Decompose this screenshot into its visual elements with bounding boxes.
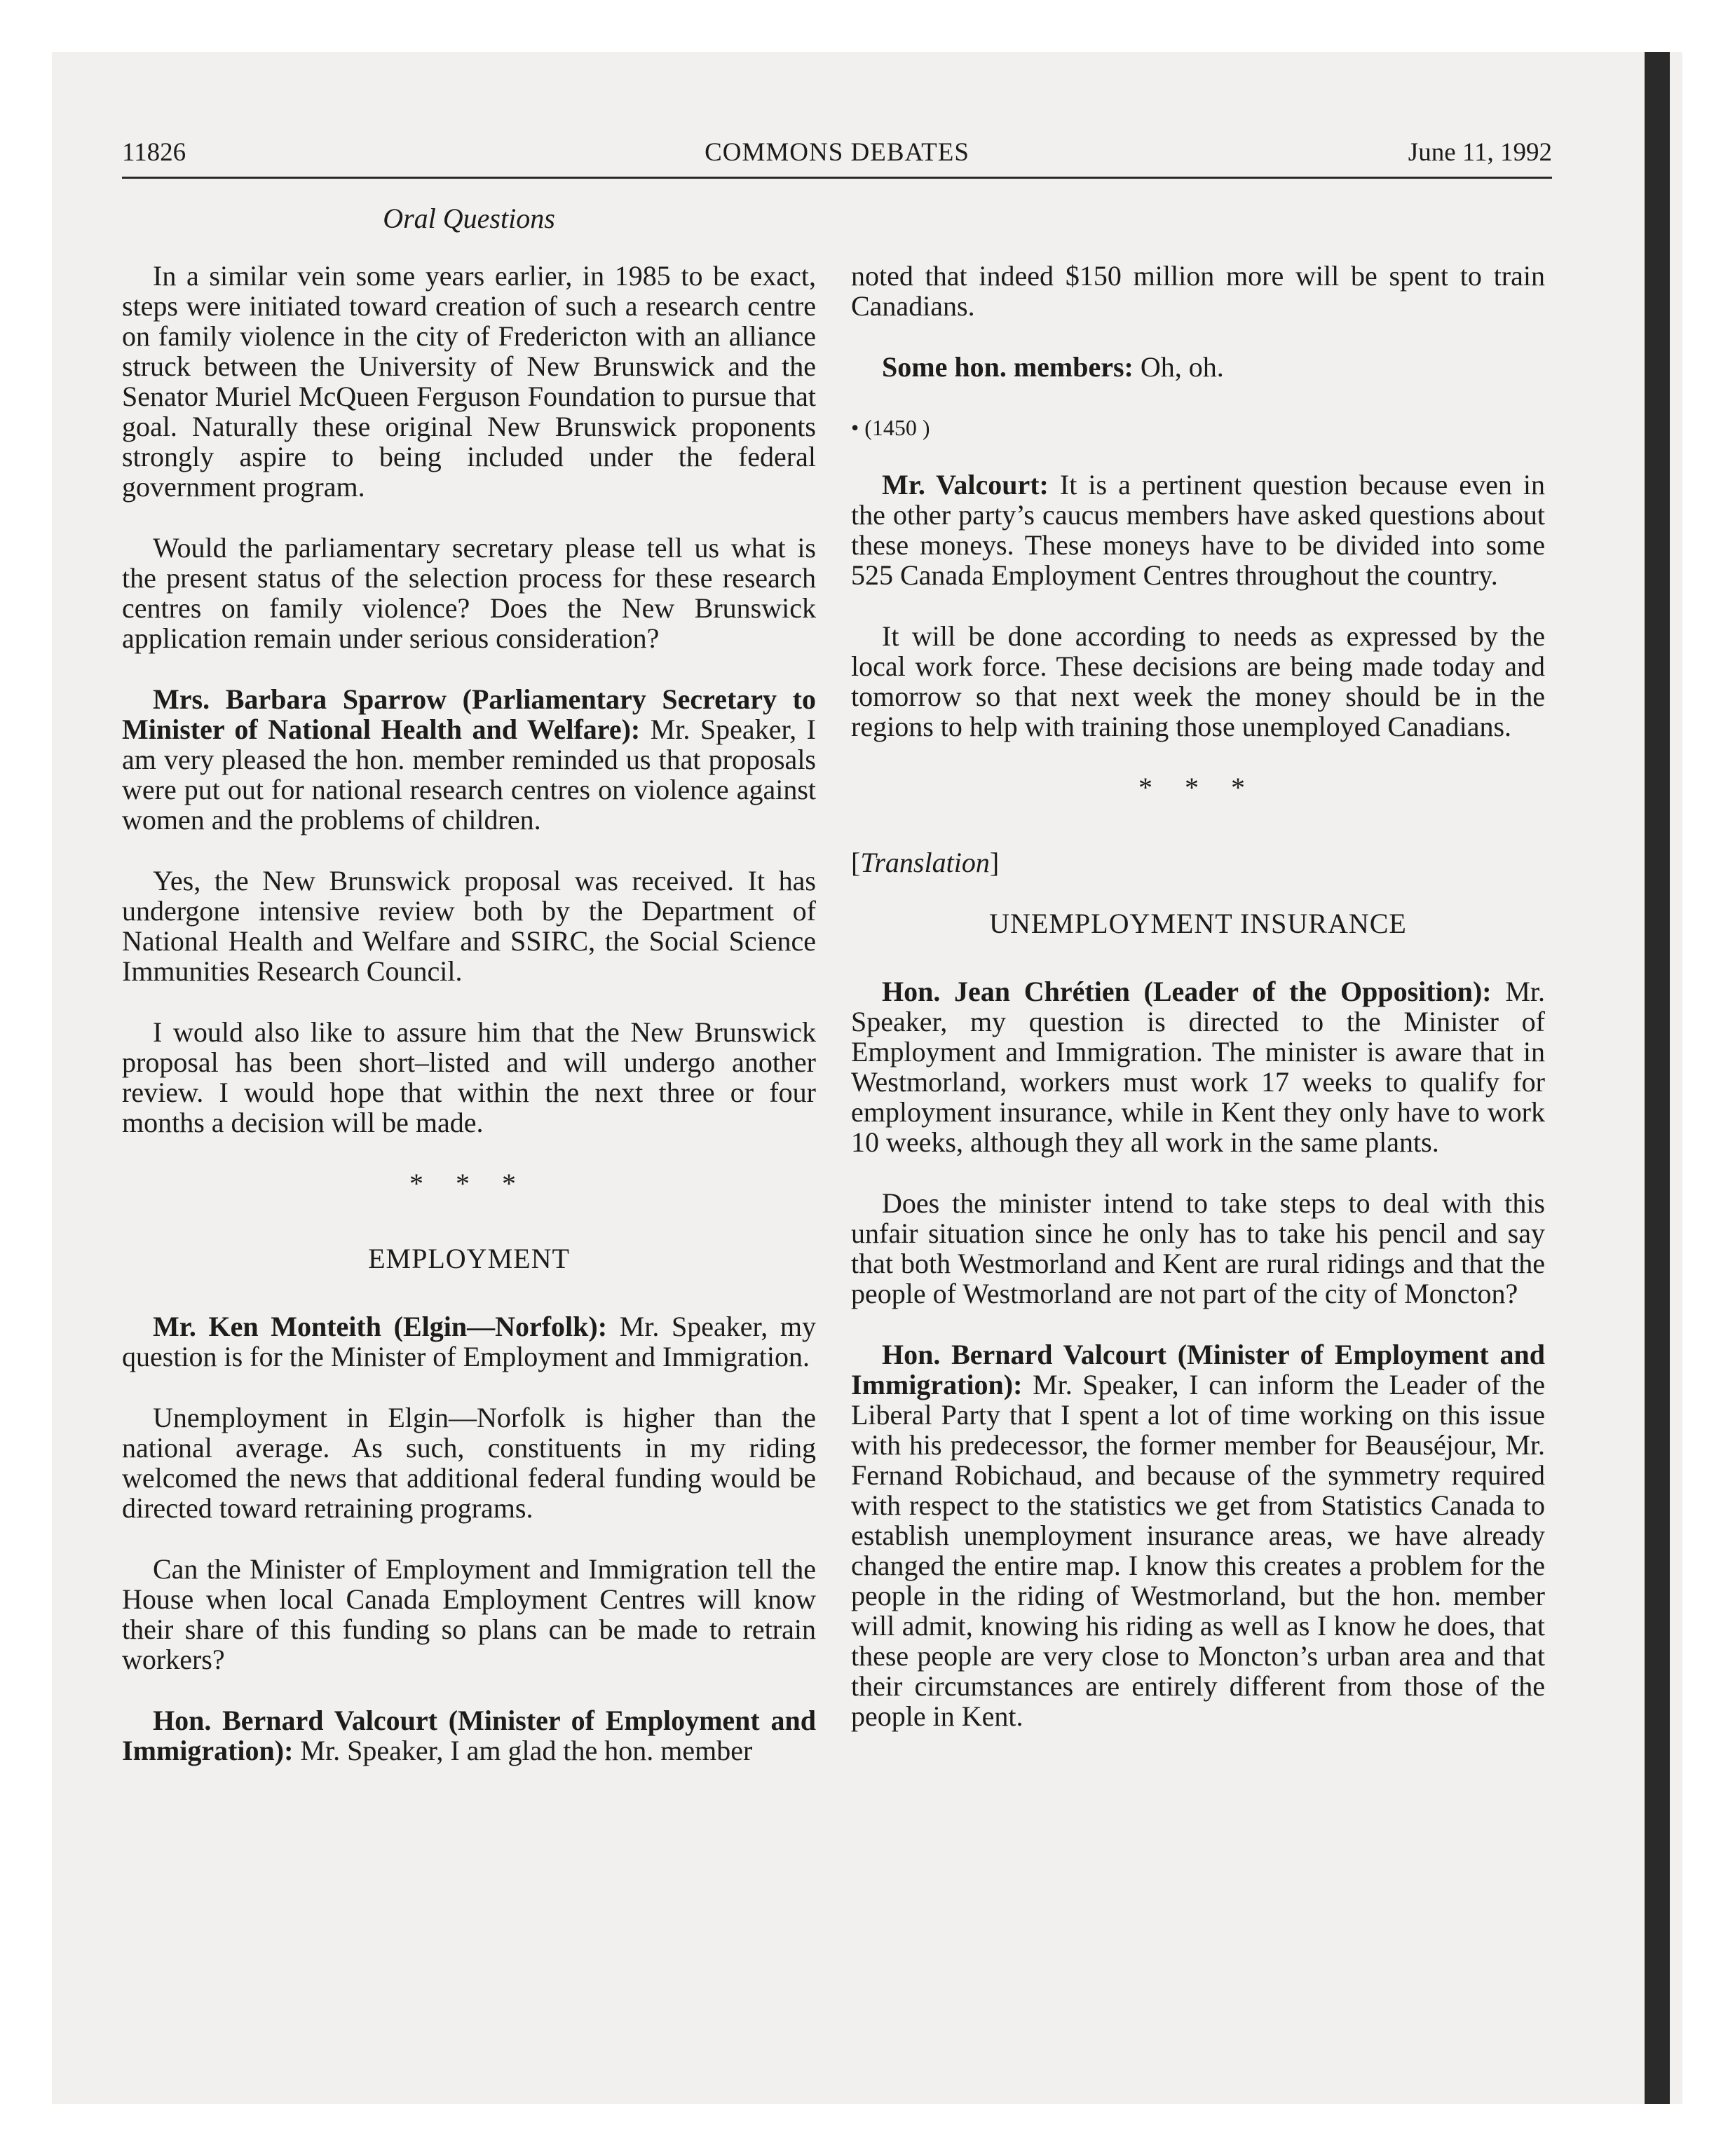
speech bbox=[122, 684, 816, 835]
speaker-name: Hon. Bernard Valcourt (Minister of Employment and Immigration): bbox=[122, 1705, 816, 1766]
speech bbox=[122, 1705, 816, 1766]
speech bbox=[851, 976, 1545, 1157]
bracket-open: [ bbox=[851, 847, 861, 878]
paragraph: It will be done according to needs as expressed by the local work force. These decisions are being made today and tomorrow so that next week the money should be in the regions to help with training those unemployed Canadians. bbox=[851, 620, 1545, 742]
section-divider: * * * bbox=[1138, 772, 1258, 803]
speaker-name: Some hon. members: bbox=[882, 351, 1134, 383]
speech bbox=[851, 352, 1545, 382]
section-heading: UNEMPLOYMENT INSURANCE bbox=[989, 908, 1407, 939]
speaker-name: Hon. Bernard Valcourt (Minister of Employment and Immigration): bbox=[851, 1339, 1545, 1400]
paragraph-continued: noted that indeed $150 million more will be spent to train Canadians. bbox=[851, 260, 1545, 322]
paragraph: Unemployment in Elgin—Norfolk is higher than the national average. As such, constituents in my riding welcomed the news that additional federal funding would be directed toward retraining programs. bbox=[122, 1402, 816, 1524]
paragraph: In a similar vein some years earlier, in 1985 to be exact, steps were initiated toward creation of such a research centre on family violence in the city of Fredericton with an alliance struck between the University of New Brunswick and the Senator Muriel McQueen Ferguson Foundation to pursue that goal. Naturally these original New Brunswick proponents strongly aspire to being included under the federal government program. bbox=[122, 260, 816, 503]
scan-edge-shadow bbox=[1645, 52, 1670, 2104]
speaker-name: Mr. Valcourt: bbox=[882, 469, 1049, 500]
speech-text: Mr. Speaker, my question is directed to the Minister of Employment and Immigration. The minister is aware that in Westmorland, workers must work 17 weeks to qualify for employment insurance, while in Kent they only have to work 10 weeks, although they all work in the same plants. bbox=[851, 976, 1545, 1158]
paragraph: Would the parliamentary secretary please tell us what is the present status of the selection process for these research centres on family violence? Does the New Brunswick application remain under serious consideration? bbox=[122, 532, 816, 654]
timestamp-marker: • (1450 ) bbox=[851, 415, 930, 440]
section-divider: * * * bbox=[409, 1168, 529, 1199]
paragraph: Yes, the New Brunswick proposal was received. It has undergone intensive review both by the Department of National Health and Welfare and SSIRC, the Social Science Immunities Research Council. bbox=[122, 865, 816, 987]
speech bbox=[851, 470, 1545, 590]
speech-text: It is a pertinent question because even in the other party’s caucus members have asked questions about these moneys. These moneys have to be divided into some 525 Canada Employment Centres throughout the country. bbox=[851, 469, 1545, 591]
speaker-name: Hon. Jean Chrétien (Leader of the Opposition): bbox=[882, 976, 1492, 1007]
paragraph: Can the Minister of Employment and Immigration tell the House when local Canada Employment Centres will know their share of this funding so plans can be made to retrain workers? bbox=[122, 1553, 816, 1675]
speaker-name: Mrs. Barbara Sparrow (Parliamentary Secretary to Minister of National Health and Welfare): bbox=[122, 683, 816, 745]
publication-date: June 11, 1992 bbox=[1408, 138, 1552, 167]
section-label: Oral Questions bbox=[383, 203, 555, 234]
speech-text: Mr. Speaker, I am very pleased the hon. member reminded us that proposals were put out for national research centres on violence against women and the problems of children. bbox=[122, 714, 816, 835]
speech-text: Mr. Speaker, I am glad the hon. member bbox=[293, 1735, 753, 1766]
paragraph: I would also like to assure him that the New Brunswick proposal has been short–listed and will undergo another review. I would hope that within the next three or four months a decision will be made. bbox=[122, 1016, 816, 1138]
translation-note bbox=[851, 847, 1545, 878]
speech bbox=[122, 1311, 816, 1372]
running-header bbox=[122, 137, 1552, 179]
right-column bbox=[851, 261, 1545, 1762]
speech bbox=[851, 1339, 1545, 1731]
speaker-name: Mr. Ken Monteith (Elgin—Norfolk): bbox=[153, 1311, 608, 1342]
bracket-close: ] bbox=[989, 847, 1000, 878]
publication-title: COMMONS DEBATES bbox=[705, 138, 969, 167]
page-number: 11826 bbox=[122, 138, 186, 167]
translation-word: Translation bbox=[860, 847, 990, 878]
left-column bbox=[122, 261, 816, 1796]
section-heading: EMPLOYMENT bbox=[368, 1243, 570, 1274]
speech-text: Mr. Speaker, I can inform the Leader of the Liberal Party that I spent a lot of time working on this issue with his predecessor, the former member for Beauséjour, Mr. Fernand Robichaud, and because of the symmetry required with respect to the statistics we get from Statistics Canada to establish unemployment insurance areas, we have already changed the entire map. I know this creates a problem for the people in the riding of Westmorland, but the hon. member will admit, knowing his riding as well as I know he does, that these people are very close to Moncton’s urban area and that their circumstances are entirely different from those of the people in Kent. bbox=[851, 1369, 1545, 1732]
speech-text: Mr. Speaker, my question is for the Minister of Employment and Immigration. bbox=[122, 1311, 816, 1372]
paragraph: Does the minister intend to take steps to deal with this unfair situation since he only has to take his pencil and say that both Westmorland and Kent are rural ridings and that the people of Westmorland are not part of the city of Moncton? bbox=[851, 1187, 1545, 1309]
speech-text: Oh, oh. bbox=[1133, 351, 1224, 383]
